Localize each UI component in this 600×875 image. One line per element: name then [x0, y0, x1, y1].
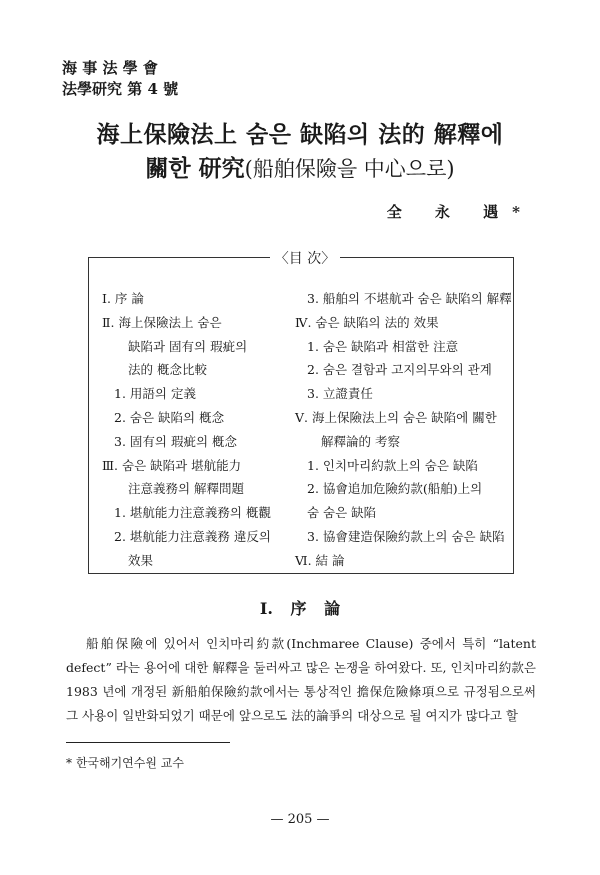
- toc-item: 2. 堪航能力注意義務 違反의: [114, 528, 271, 544]
- body-text: [66, 632, 536, 728]
- toc-item: 3. 協會建造保險約款上의 숨은 缺陷: [307, 528, 505, 544]
- article-title-line2: [0, 150, 600, 183]
- page-number: — 205 —: [270, 812, 330, 827]
- toc-item: Ⅳ. 숨은 缺陷의 法的 效果: [295, 314, 439, 330]
- toc-item: Ⅲ. 숨은 缺陷과 堪航能力: [102, 457, 242, 473]
- article-title-line1: 海上保險法上 숨은 缺陷의 法的 解釋에: [96, 121, 504, 148]
- toc-item: Ⅴ. 海上保險法上의 숨은 缺陷에 關한: [295, 409, 497, 425]
- toc-right-column: [295, 287, 512, 573]
- journal-issue: 法學研究 第 4 號: [62, 80, 179, 98]
- toc-item: Ⅰ. 序 論: [102, 291, 144, 306]
- toc-item: Ⅱ. 海上保險法上 숨은: [102, 314, 222, 330]
- toc-item: 2. 協會追加危險約款(船舶)上의: [307, 481, 483, 497]
- toc-item: 1. 堪航能力注意義務의 槪觀: [114, 505, 271, 521]
- toc-item: 法的 槪念比較: [128, 362, 207, 378]
- toc-left-column: [102, 287, 271, 573]
- toc-heading: 〈目 次〉: [270, 248, 340, 268]
- toc-item: 3. 船舶의 不堪航과 숨은 缺陷의 解釋: [307, 291, 512, 306]
- toc-item: 1. 숨은 缺陷과 相當한 注意: [307, 338, 459, 354]
- toc-item: 1. 用語의 定義: [114, 386, 196, 402]
- toc-item: 效果: [128, 552, 154, 568]
- body-paragraph: 船舶保險에 있어서 인치마리約款(Inchmaree Clause) 중에서 특히 “latent defect” 라는 용어에 대한 解釋을 둘러싸고 많은 논쟁을 하여왔다. 또, 인치마리約款은 1983 년에 개정된 新船舶保險約款에서는 통상적인 擔保危險條項으로 규정됨으로써 그 사용이 일반화되었기 때문에 앞으로도 法的論爭의 대상으로 될 여지가 많다고 할: [66, 636, 536, 723]
- toc-item: 숨 숨은 缺陷: [307, 505, 377, 521]
- section-heading: Ⅰ. 序 論: [259, 599, 341, 618]
- toc-item: Ⅵ. 結 論: [295, 552, 345, 568]
- toc-item: 3. 立證責任: [307, 386, 373, 402]
- toc-item: 3. 固有의 瑕疵의 槪念: [114, 433, 237, 449]
- journal-header: [62, 58, 178, 100]
- title-subtitle: (船舶保險을 中心으로): [244, 157, 455, 181]
- toc-item: 2. 숨은 缺陷의 槪念: [114, 409, 225, 425]
- toc-item: 缺陷과 固有의 瑕疵의: [128, 338, 248, 354]
- footnote: * 한국해기연수원 교수: [66, 756, 184, 770]
- toc-item: 解釋論的 考察: [321, 433, 400, 449]
- author-name: 全 永 遇*: [386, 203, 534, 221]
- journal-name: 海 事 法 學 會: [62, 59, 158, 77]
- footnote-divider: [66, 742, 230, 743]
- toc-item: 1. 인치마리約款上의 숨은 缺陷: [307, 457, 478, 473]
- toc-item: 注意義務의 解釋問題: [128, 481, 245, 497]
- toc-item: 2. 숨은 결함과 고지의무와의 관계: [307, 362, 492, 378]
- title-main: 關한 研究: [145, 155, 245, 182]
